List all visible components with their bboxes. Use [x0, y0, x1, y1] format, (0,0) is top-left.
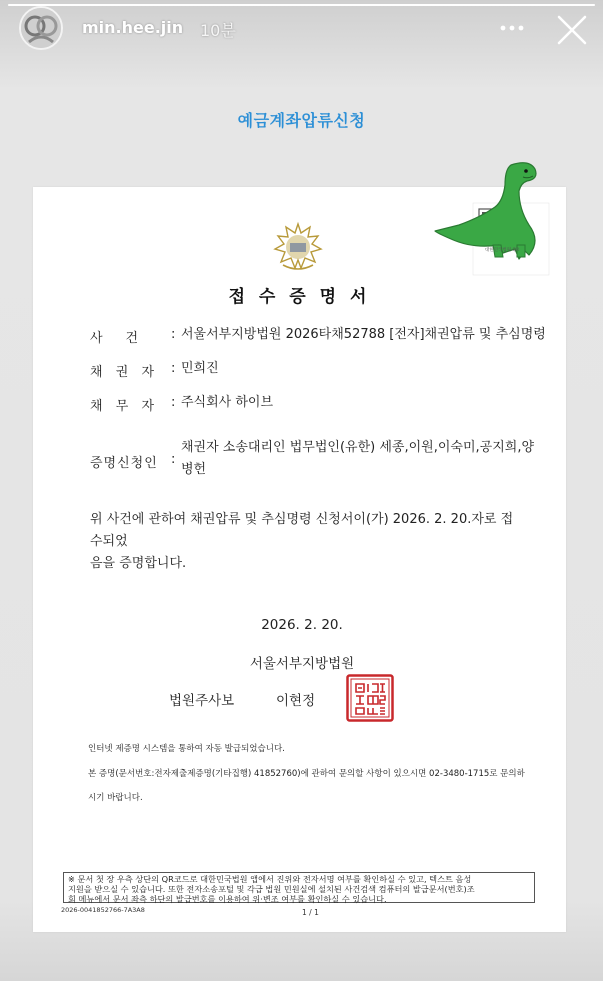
debtor-label: 채 무 자 — [90, 399, 154, 414]
avatar-image — [21, 8, 61, 48]
document-title: 접 수 증 명 서 — [228, 287, 371, 307]
creditor-label: 채 권 자 — [90, 365, 154, 380]
inquiry-note-line1: 본 증명(문서번호:전자제출제증명(기타집행) 41852760)에 관하여 문의할 사항이 있으시면 02-3480-1715로 문의하 — [88, 769, 525, 779]
applicant-colon: : — [171, 452, 176, 467]
story-time: 10분 — [200, 21, 236, 40]
applicant-label: 증명신청인 — [90, 456, 158, 471]
inquiry-note-line2: 시기 바랍니다. — [88, 793, 143, 803]
case-value: 서울서부지방법원 2026타채52788 [전자]채권압류 및 추심명령 — [181, 327, 546, 342]
issue-date: 2026. 2. 20. — [261, 617, 343, 633]
story-username[interactable]: min.hee.jin — [82, 18, 184, 37]
certification-statement — [90, 509, 520, 575]
applicant-value — [181, 437, 534, 481]
verification-footer — [63, 872, 535, 903]
court-emblem-icon — [271, 221, 325, 273]
auto-issue-note: 인터넷 제증명 시스템을 통하여 자동 발급되었습니다. — [88, 744, 285, 754]
avatar[interactable] — [19, 6, 63, 50]
close-icon — [554, 12, 590, 48]
more-dots-icon — [494, 16, 530, 40]
applicant-value-line2: 병헌 — [181, 462, 207, 477]
close-button[interactable] — [554, 12, 590, 48]
notice-title: 예금계좌압류신청 — [237, 111, 366, 130]
clerk-title: 법원주사보 — [169, 693, 235, 709]
clerk-name: 이현정 — [276, 693, 316, 709]
certificate-document — [33, 187, 566, 932]
debtor-value: 주식회사 하이브 — [181, 395, 274, 410]
case-colon: : — [171, 327, 176, 342]
case-label: 사 건 — [90, 331, 138, 346]
applicant-value-line1: 채권자 소송대리인 법무법인(유한) 세종,이원,이숙미,공지희,양 — [181, 440, 535, 455]
creditor-value: 민희진 — [181, 361, 219, 376]
qr-caption: 대한민국법원 QR — [485, 248, 520, 253]
story-header — [0, 0, 603, 60]
official-red-seal-icon — [346, 674, 394, 722]
debtor-colon: : — [171, 395, 176, 410]
dinosaur-sticker-icon — [433, 161, 551, 277]
footer-line2: 지원을 받으실 수 있습니다. 또한 전자소송포털 및 각급 법원 민원실에 설치된 사건검색 컴퓨터의 발급문서(번호)조 — [68, 884, 475, 894]
creditor-colon: : — [171, 361, 176, 376]
statement-line2: 음을 증명합니다. — [90, 556, 187, 571]
court-name: 서울서부지방법원 — [249, 656, 355, 672]
more-button[interactable] — [494, 16, 530, 40]
footer-line1: ※ 문서 첫 장 우측 상단의 QR코드로 대한민국법원 앱에서 진위와 전자서명 여부를 확인하실 수 있고, 텍스트 음성 — [68, 874, 472, 884]
document-issue-number: 2026-0041852766-7A3A8 — [61, 906, 145, 914]
page-number: 1 / 1 — [302, 908, 319, 917]
footer-line3: 회 메뉴에서 문서 좌측 하단의 발급번호를 이용하여 위·변조 여부를 확인하실 수 있습니다. — [68, 894, 387, 904]
statement-line1: 위 사건에 관하여 채권압류 및 추심명령 신청서이(가) 2026. 2. 20.자로 접수되었 — [90, 512, 514, 549]
